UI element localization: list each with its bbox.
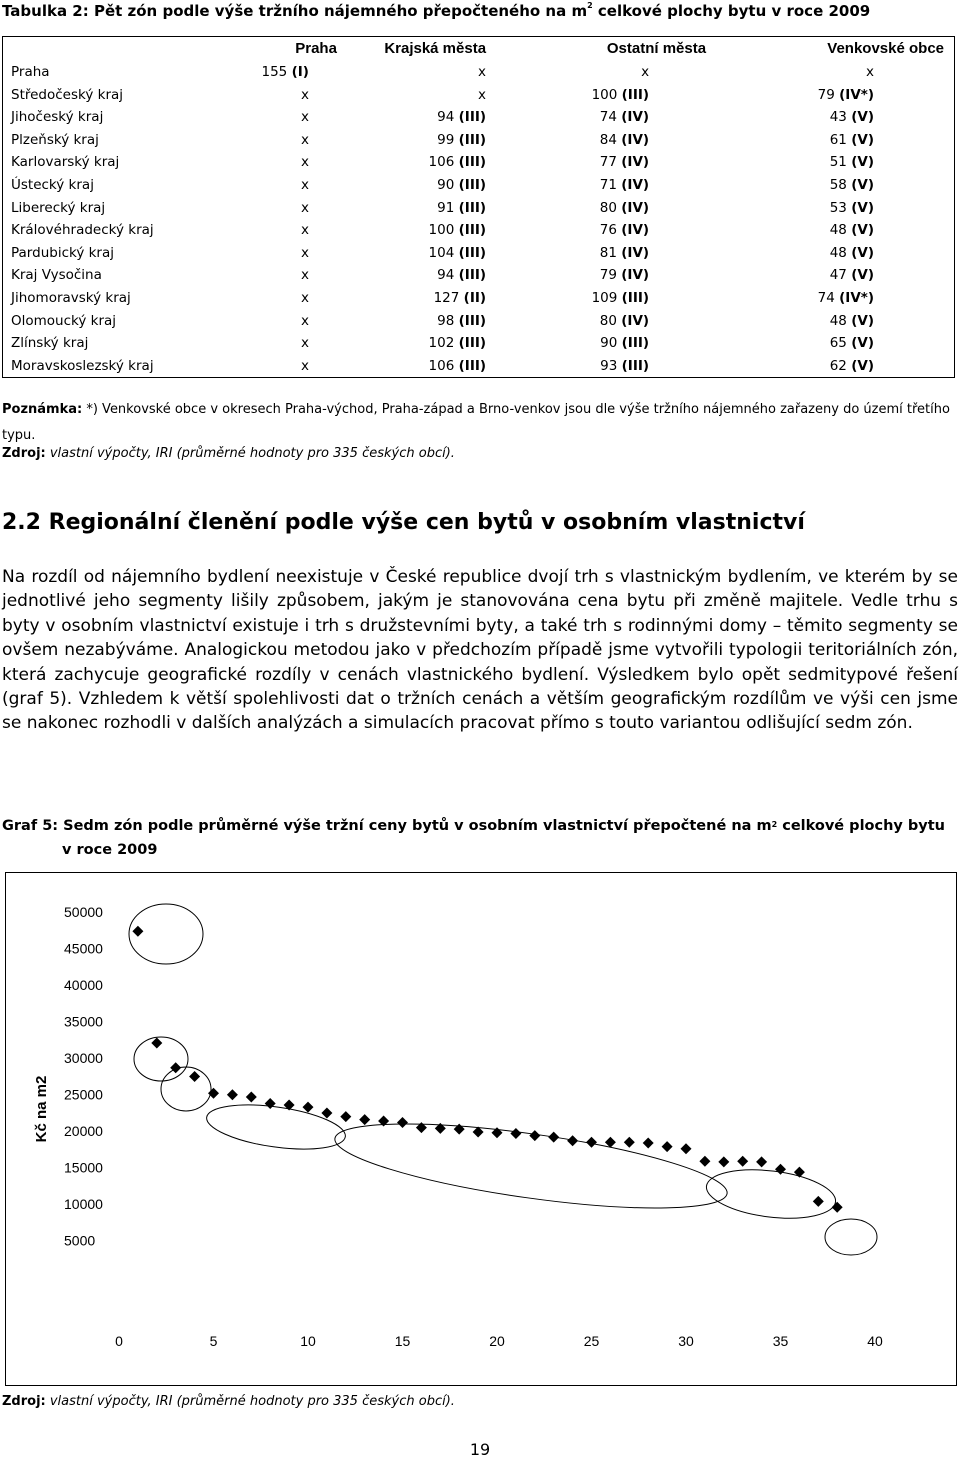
cell-venkov: [706, 310, 954, 333]
cell-ostatni: [486, 310, 706, 333]
cell-zone: (V): [851, 131, 874, 148]
zone-ellipse-6: [704, 1163, 839, 1225]
cell-zone: (IV): [621, 267, 650, 284]
cell-venkov: [706, 287, 954, 310]
cell-value: 48: [829, 222, 847, 239]
source1-label: Zdroj:: [2, 446, 46, 461]
cell-value: 62: [829, 357, 847, 374]
cell-value: 43: [829, 109, 847, 126]
cell-praha: [198, 197, 337, 220]
cell-region: Jihomoravský kraj: [11, 289, 131, 306]
y-tick-labels: [64, 904, 103, 1249]
cell-zone: (III): [458, 199, 487, 216]
cell-zone: (V): [851, 199, 874, 216]
table-header-row: [3, 37, 955, 62]
cell-zone: (III): [458, 357, 487, 374]
x-tick-label: 10: [300, 1333, 316, 1349]
note-label: Poznámka:: [2, 402, 83, 417]
cell-ostatni: [486, 219, 706, 242]
y-tick-label: 30000: [64, 1050, 103, 1066]
table-row: [3, 106, 955, 129]
cell-zone: (V): [851, 357, 874, 374]
cell-value: 48: [829, 244, 847, 261]
cell-value: 93: [600, 357, 618, 374]
data-points: [132, 926, 842, 1213]
scatter-chart: [6, 873, 956, 1385]
x-tick-label: 20: [489, 1333, 505, 1349]
data-point: [303, 1102, 314, 1113]
header-region: [3, 37, 199, 62]
cell-value: x: [478, 86, 487, 103]
cell-value: 77: [599, 154, 617, 171]
cell-value: 74: [599, 109, 617, 126]
cell-zone: (IV): [621, 131, 650, 148]
cell-value: x: [300, 244, 309, 261]
cell-krajska: [337, 106, 486, 129]
cell-value: 94: [437, 267, 455, 284]
table-row: [3, 84, 955, 107]
cell-zone: (III): [458, 131, 487, 148]
cell-value: x: [866, 64, 874, 80]
cell-krajska: [337, 242, 486, 265]
cell-zone: (III): [458, 176, 487, 193]
cell-value: 71: [599, 176, 617, 193]
cell-ostatni: [486, 287, 706, 310]
header-praha: Praha: [295, 40, 337, 57]
x-tick-label: 15: [394, 1333, 411, 1349]
table-row: [3, 355, 955, 378]
cell-zone: (III): [621, 86, 650, 103]
cell-ostatni: [486, 61, 706, 84]
cell-krajska: [337, 219, 486, 242]
cell-zone: (IV): [621, 154, 650, 171]
cell-zone: (III): [458, 335, 487, 352]
cell-value: 90: [600, 335, 618, 352]
cell-praha: [198, 151, 337, 174]
cell-zone: (III): [458, 109, 487, 126]
cell-region: Ústecký kraj: [11, 176, 94, 193]
data-point: [510, 1128, 521, 1139]
cell-krajska: [337, 332, 486, 355]
cell-value: x: [300, 109, 309, 126]
data-point: [340, 1111, 351, 1122]
header-venkov: Venkovské obce: [827, 40, 944, 57]
cell-value: 94: [437, 109, 455, 126]
cell-value: 109: [591, 289, 618, 306]
y-tick-label: 35000: [64, 1013, 103, 1030]
cell-value: 80: [599, 199, 617, 216]
cell-krajska: [337, 129, 486, 152]
source2-label: Zdroj:: [2, 1394, 46, 1409]
cell-venkov: [706, 129, 954, 152]
data-point: [454, 1124, 465, 1135]
cell-praha: [198, 106, 337, 129]
cell-venkov: [706, 242, 954, 265]
cell-venkov: [706, 197, 954, 220]
cell-zone: (III): [458, 312, 487, 329]
cell-praha: [198, 219, 337, 242]
cell-region: Karlovarský kraj: [11, 154, 120, 171]
header-ostatni: Ostatní města: [606, 40, 707, 57]
data-point: [265, 1098, 276, 1109]
data-point: [699, 1156, 710, 1167]
cell-ostatni: [486, 332, 706, 355]
chart-title-text1: Sedm zón podle průměrné výše tržní ceny bytů v osobním vlastnictví přepočtené na m: [58, 818, 772, 834]
header-krajska: Krajská města: [384, 40, 487, 57]
cell-ostatni: [486, 151, 706, 174]
data-point: [227, 1089, 238, 1100]
cell-value: 100: [591, 86, 618, 103]
chart-frame: [5, 872, 957, 1386]
cell-venkov: [706, 264, 954, 287]
cell-value: 155: [261, 64, 288, 80]
cell-praha: [198, 242, 337, 265]
cell-zone: (IV): [621, 199, 650, 216]
cell-value: 104: [428, 244, 455, 261]
zone-ellipse-3: [161, 1067, 211, 1111]
data-point: [586, 1137, 597, 1148]
data-point: [624, 1137, 635, 1148]
cell-praha: [198, 61, 337, 84]
cell-value: 90: [437, 176, 455, 193]
data-point: [832, 1202, 843, 1213]
source2-text: vlastní výpočty, IRI (průměrné hodnoty pro 335 českých obcí).: [45, 1394, 455, 1409]
data-point: [718, 1156, 729, 1167]
y-tick-label: 50000: [64, 904, 103, 920]
cell-region: Plzeňský kraj: [11, 131, 99, 148]
data-point: [189, 1071, 200, 1082]
data-point: [321, 1108, 332, 1119]
cell-value: x: [641, 64, 650, 80]
y-tick-label: 15000: [64, 1159, 103, 1176]
zone-ellipse-4: [204, 1097, 348, 1156]
cell-value: 81: [599, 244, 617, 261]
cell-value: x: [478, 64, 487, 80]
cell-krajska: [337, 84, 486, 107]
table-source: [2, 446, 455, 461]
cell-value: 80: [599, 312, 617, 329]
cell-value: 91: [437, 199, 455, 216]
cell-value: x: [300, 176, 309, 193]
data-point: [662, 1141, 673, 1152]
cell-venkov: [706, 151, 954, 174]
data-point: [794, 1167, 805, 1178]
cell-zone: (V): [851, 335, 874, 352]
cell-zone: (IV): [621, 176, 650, 193]
cell-value: 58: [829, 176, 847, 193]
cell-ostatni: [486, 242, 706, 265]
cell-ostatni: [486, 84, 706, 107]
y-tick-label: 20000: [64, 1123, 103, 1139]
cell-value: 47: [829, 267, 847, 284]
cell-value: x: [300, 312, 309, 329]
cell-praha: [198, 287, 337, 310]
cell-region: Královéhradecký kraj: [11, 222, 154, 239]
cell-praha: [198, 264, 337, 287]
cell-value: 74: [817, 289, 835, 306]
table-body: [3, 61, 955, 378]
data-point: [567, 1135, 578, 1146]
cell-value: 48: [829, 312, 847, 329]
y-axis-label: Kč na m2: [33, 1075, 50, 1143]
cell-zone: (III): [621, 357, 650, 374]
cell-venkov: [706, 106, 954, 129]
cell-krajska: [337, 197, 486, 220]
table-row: [3, 151, 955, 174]
cell-venkov: [706, 332, 954, 355]
cell-ostatni: [486, 174, 706, 197]
cell-ostatni: [486, 355, 706, 378]
cell-value: x: [300, 335, 309, 352]
data-point: [529, 1130, 540, 1141]
table-row: [3, 174, 955, 197]
cell-zone: (II): [463, 289, 487, 306]
cell-value: 100: [428, 222, 455, 239]
cell-zone: (I): [291, 64, 309, 80]
cell-zone: (IV): [621, 312, 650, 329]
cell-value: 79: [599, 267, 617, 284]
cell-value: x: [300, 199, 309, 216]
cell-praha: [198, 129, 337, 152]
cell-value: 79: [817, 86, 835, 103]
cell-value: 76: [599, 222, 617, 239]
cell-value: 53: [829, 199, 847, 216]
data-point: [359, 1114, 370, 1125]
zone-table: [2, 36, 955, 378]
data-point: [151, 1037, 162, 1048]
data-point: [284, 1099, 295, 1110]
cell-region: Jihočeský kraj: [11, 109, 104, 126]
y-tick-label: 10000: [64, 1196, 103, 1212]
cell-praha: [198, 332, 337, 355]
table-row: [3, 197, 955, 220]
y-tick-label: 25000: [64, 1086, 103, 1103]
cell-value: 99: [437, 131, 455, 148]
cell-zone: (V): [851, 267, 874, 284]
table-row: [3, 332, 955, 355]
cell-value: x: [300, 289, 309, 306]
table-row: [3, 219, 955, 242]
cell-zone: (IV*): [839, 86, 874, 103]
cell-value: 98: [437, 312, 455, 329]
cell-value: x: [300, 86, 309, 103]
section-heading: 2.2 Regionální členění podle výše cen bytů v osobním vlastnictví: [2, 510, 805, 535]
source1-text: vlastní výpočty, IRI (průměrné hodnoty pro 335 českých obcí).: [45, 446, 455, 461]
title-sup: 2: [587, 1, 593, 10]
data-point: [397, 1117, 408, 1128]
cell-value: x: [300, 357, 309, 374]
cell-value: 106: [428, 357, 455, 374]
cell-venkov: [706, 61, 954, 84]
data-point: [813, 1196, 824, 1207]
data-point: [643, 1137, 654, 1148]
data-point: [681, 1143, 692, 1154]
x-tick-labels: [115, 1333, 883, 1349]
cell-krajska: [337, 287, 486, 310]
cell-value: 61: [829, 131, 847, 148]
cell-value: 106: [428, 154, 455, 171]
chart-title-sup: 2: [771, 820, 778, 829]
cell-value: 51: [829, 154, 847, 171]
cell-venkov: [706, 355, 954, 378]
data-point: [737, 1156, 748, 1167]
cell-zone: (III): [621, 335, 650, 352]
x-tick-label: 35: [772, 1333, 789, 1349]
cell-ostatni: [486, 106, 706, 129]
cell-praha: [198, 84, 337, 107]
zone-ellipse-7: [825, 1219, 877, 1255]
table-row: [3, 61, 955, 84]
table-row: [3, 310, 955, 333]
zone-ellipses: [129, 904, 877, 1255]
cell-krajska: [337, 264, 486, 287]
cell-zone: (V): [851, 154, 874, 171]
x-tick-label: 25: [583, 1333, 600, 1349]
cell-value: 127: [433, 289, 460, 306]
data-point: [246, 1091, 257, 1102]
section-body: Na rozdíl od nájemního bydlení neexistuje v České republice dvojí trh s vlastnickým bydlením, ve kterém by se jednotlivé jeho segmenty lišily způsobem, jakým je stanovována cena bytu při změně majitele. Vedle trhu s byty v osobním vlastnictví existuje i trh s družstevními byty, a také trh s rodinnými domy – těmito segmenty se ovšem nezabýváme. Analogickou metodou jako v předchozím případě jsme vytvořili typologii teritoriálních zón, která zachycuje geografické rozdíly v cenách vlastnického bydlení. Výsledkem bylo opět sedmitypové řešení (graf 5). Vzhledem k větší spolehlivosti dat o tržních cenách a větším geografickým rozdílům ve výši cen jsme se nakonec rozhodli v dalších analýzách a simulacích pracovat přímo s touto variantou odlišující sedm zón.: [2, 567, 958, 734]
cell-value: x: [300, 154, 309, 171]
cell-venkov: [706, 174, 954, 197]
cell-zone: (V): [851, 109, 874, 126]
cell-region: Zlínský kraj: [11, 335, 89, 352]
cell-krajska: [337, 151, 486, 174]
table-row: [3, 242, 955, 265]
chart-source: [2, 1394, 455, 1409]
cell-zone: (III): [621, 289, 650, 306]
y-tick-label: 40000: [64, 977, 103, 993]
cell-region: Středočeský kraj: [11, 86, 124, 103]
cell-praha: [198, 174, 337, 197]
table-row: [3, 264, 955, 287]
table-row: [3, 129, 955, 152]
x-tick-label: 30: [678, 1333, 694, 1349]
cell-krajska: [337, 174, 486, 197]
data-point: [132, 926, 143, 937]
cell-zone: (III): [458, 154, 487, 171]
cell-krajska: [337, 310, 486, 333]
cell-region: Olomoucký kraj: [11, 312, 117, 329]
chart-title-label: Graf 5:: [2, 818, 59, 834]
data-point: [548, 1132, 559, 1143]
cell-region: Moravskoslezský kraj: [11, 357, 154, 374]
data-point: [170, 1062, 181, 1073]
cell-zone: (V): [851, 244, 874, 261]
cell-krajska: [337, 355, 486, 378]
zone-ellipse-5: [330, 1107, 731, 1225]
cell-region: Praha: [11, 64, 50, 80]
cell-ostatni: [486, 264, 706, 287]
cell-zone: (III): [458, 222, 487, 239]
x-tick-label: 40: [867, 1333, 883, 1349]
data-point: [756, 1156, 767, 1167]
chart-title: [2, 814, 958, 862]
cell-zone: (IV): [621, 109, 650, 126]
cell-zone: (IV): [621, 222, 650, 239]
cell-zone: (III): [458, 244, 487, 261]
cell-zone: (V): [851, 222, 874, 239]
x-tick-label: 5: [209, 1333, 218, 1349]
y-tick-label: 45000: [64, 940, 103, 957]
cell-region: Liberecký kraj: [11, 199, 106, 216]
y-tick-label: 5000: [64, 1232, 96, 1249]
cell-value: x: [300, 131, 309, 148]
table-note: [2, 397, 957, 449]
cell-value: 84: [599, 131, 617, 148]
cell-value: 65: [829, 335, 847, 352]
chart-title-line2: v roce 2009: [62, 842, 158, 858]
cell-region: Kraj Vysočina: [11, 267, 102, 284]
cell-venkov: [706, 84, 954, 107]
cell-venkov: [706, 219, 954, 242]
cell-zone: (V): [851, 312, 874, 329]
cell-zone: (V): [851, 176, 874, 193]
cell-value: x: [300, 222, 309, 239]
cell-zone: (IV*): [839, 289, 874, 306]
cell-krajska: [337, 61, 486, 84]
cell-value: 102: [428, 335, 455, 352]
cell-zone: (III): [458, 267, 487, 284]
cell-ostatni: [486, 197, 706, 220]
cell-zone: (IV): [621, 244, 650, 261]
page-number: 19: [469, 1440, 491, 1459]
x-tick-label: 0: [115, 1333, 123, 1349]
cell-region: Pardubický kraj: [11, 244, 114, 261]
cell-praha: [198, 355, 337, 378]
cell-praha: [198, 310, 337, 333]
cell-ostatni: [486, 129, 706, 152]
note-text: *) Venkovské obce v okresech Praha-východ, Praha-západ a Brno-venkov jsou dle výše tržního nájemného zařazeny do území třetího typu.: [2, 402, 950, 443]
table-title: Tabulka 2: Pět zón podle výše tržního nájemného přepočteného na $m^2$ celkové plochy bytu v roce 2009: [2, 1, 871, 20]
cell-value: x: [300, 267, 309, 284]
chart-title-text2: celkové plochy bytu: [777, 818, 945, 834]
table-row: [3, 287, 955, 310]
